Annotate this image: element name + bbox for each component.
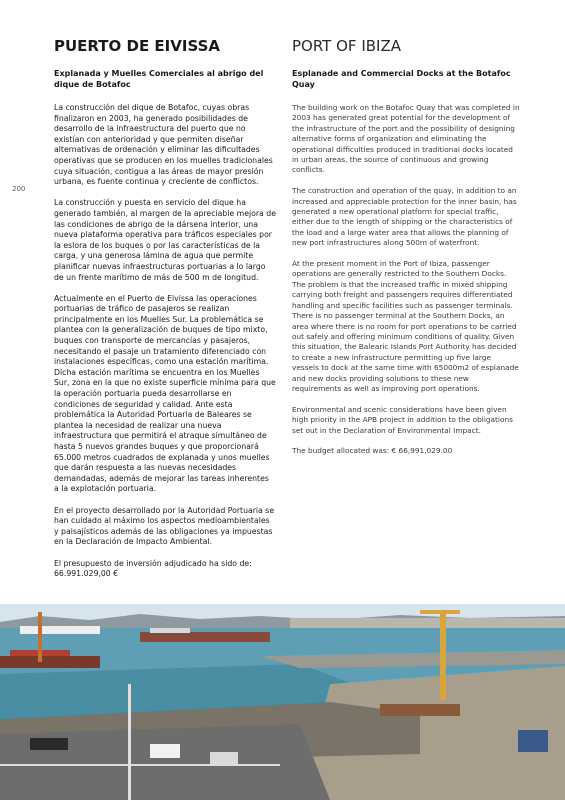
barge — [0, 656, 100, 668]
lamp-post — [128, 684, 131, 800]
spanish-subtitle: Explanada y Muelles Comerciales al abrigo del dique de Botafoc — [54, 69, 264, 89]
english-paragraph: At the present moment in the Port of Ibiza, passenger operations are generally restricted to the Southern Docks. The problem is that the increased traffic in mixed shipping carrying both freight and passengers requires differentiated handling and specific facilities such as passenger terminals. There is no passenger terminal at the Southern Docks, an area where there is no room for port operations to be carried out safely and offering minimum conditions of quality. Given this situation, the Balearic Islands Port Authority has decided to create a new infrastructure permitting up five large vessels to dock at the same time with 65000m2 of esplanade and new docks providing solutions to these new requirements as well as improving port operations. — [292, 259, 519, 393]
crane — [440, 610, 446, 700]
ship — [140, 632, 270, 642]
spanish-title: PUERTO DE EIVISSA — [54, 37, 220, 55]
spanish-paragraph: Actualmente en el Puerto de Eivissa las operaciones portuarias de tráfico de pasajeros se realizan principalmente en los Muelles Sur. La problemática se plantea con la generalización de buques de tipo mixto, buques con transporte de mercancías y pasajeros, necesitando el pasaje un tratamiento diferenciado con instalaciones específicas, como una estación marítima. Dicha estación marítima se encuentra en los Muelles Sur, zona en la que no existe superficie mínima para que la operación portuaria pueda desarrollarse en condiciones de seguridad y calidad. Ante esta problemática la Autoridad Portuaria de Baleares se plantea la necesidad de realizar una nueva infraestructura que permitirá el atraque simultáneo de hasta 5 nuevos grandes buques y que proporcionará 65.000 metros cuadrados de explanada y unos muelles que darán respuesta a las nuevas necesidades demandadas, además de mejorar las tareas inherentes a la explotación portuaria. — [54, 293, 276, 494]
crane-2 — [38, 612, 42, 662]
ship-upper — [150, 628, 190, 633]
spanish-paragraph: La construcción del dique de Botafoc, cuyas obras finalizaron en 2003, ha generado posibilidades de desarrollo de la infraestructura del puerto que no existían con anterioridad y que permiten diseñar alternativas de ordenación y eliminar las dificultades operativas que se producen en los muelles tradicionales cuya situación, contigua a las áreas de mayor presión urbana, es fuente continua y creciente de conflictos. — [54, 103, 273, 187]
road-line — [0, 764, 280, 766]
van — [150, 744, 180, 758]
english-column — [292, 36, 520, 467]
spanish-column — [54, 36, 276, 590]
ferry — [20, 626, 100, 634]
spanish-paragraph: En el proyecto desarrollado por la Autoridad Portuaria se han cuidado al máximo los aspectos medioambientales y paisajísticos además de las obligaciones ya impuestas en la Declaración de Impacto Ambiental. — [54, 505, 275, 547]
car — [30, 738, 68, 750]
spanish-paragraph: La construcción y puesta en servicio del dique ha generado también, al margen de la apreciable mejora de las condiciones de abrigo de la dársena interior, una nueva plataforma operativa para tráficos especiales por la eslora de los buques o por las características de la carga, y una generosa lámina de agua que permite planificar nuevas infraestructuras portuarias a lo largo de un frente marítimo de más de 500 m de longitud. — [54, 198, 276, 282]
english-paragraph: Environmental and scenic considerations have been given high priority in the APB project in addition to the obligations set out in the Declaration of Environmental Impact. — [292, 404, 513, 435]
car-2 — [210, 752, 238, 764]
harbor-photo — [0, 604, 565, 800]
quay-road — [0, 724, 330, 800]
english-subtitle: Esplanade and Commercial Docks at the Botafoc Quay — [292, 69, 511, 89]
pipes — [380, 704, 460, 716]
english-budget: The budget allocated was: € 66,991,029.00 — [292, 446, 453, 456]
english-paragraph: The construction and operation of the quay, in addition to an increased and appreciable protection for the inner basin, has generated a new operational platform for special traffic, either due to the length of shipping or the characteristics of the load and a large water area that allows the planning of new port infrastructures along 500m of waterfront. — [292, 186, 517, 248]
truck — [518, 730, 548, 752]
spanish-budget: El presupuesto de inversión adjudicado ha sido de: 66.991.029,00 € — [54, 558, 252, 579]
page-number: 200 — [12, 185, 26, 193]
english-paragraph: The building work on the Botafoc Quay that was completed in 2003 has generated great potential for the development of the infrastructure of the port and the possibility of designing alternative forms of organization and eliminating the operational difficulties produced in traditional docks located in urban areas, the source of continuous and growing conflicts. — [292, 103, 520, 175]
crane-arm — [420, 610, 460, 614]
english-title: PORT OF IBIZA — [292, 37, 401, 55]
